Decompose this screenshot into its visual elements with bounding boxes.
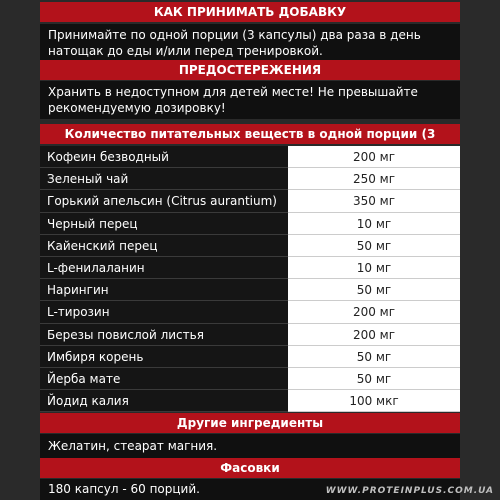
ingredient-name: L-тирозин	[40, 301, 288, 323]
ingredient-amount: 350 мг	[288, 190, 460, 212]
table-row	[40, 346, 460, 368]
ingredient-amount: 200 мг	[288, 146, 460, 168]
warnings-text: Хранить в недоступном для детей месте! Не превышайте рекомендуемую дозировку!	[40, 81, 460, 119]
ingredient-name: Нарингин	[40, 279, 288, 301]
ingredient-name: Черный перец	[40, 213, 288, 235]
nutrition-table	[40, 146, 460, 412]
table-row	[40, 257, 460, 279]
ingredient-amount: 50 мг	[288, 368, 460, 390]
ingredient-amount: 200 мг	[288, 301, 460, 323]
ingredient-amount: 10 мг	[288, 257, 460, 279]
how-to-take-text: Принимайте по одной порции (3 капсулы) два раза в день натощак до еды и/или перед тренировкой.	[40, 24, 460, 64]
packaging-text: 180 капсул - 60 порций.	[40, 479, 460, 500]
table-row	[40, 390, 460, 412]
table-row	[40, 235, 460, 257]
ingredient-amount: 250 мг	[288, 168, 460, 190]
ingredient-name: Березы повислой листья	[40, 324, 288, 346]
ingredient-name: Йодид калия	[40, 390, 288, 412]
ingredient-name: Зеленый чай	[40, 168, 288, 190]
ingredient-amount: 50 мг	[288, 346, 460, 368]
warnings-title: ПРЕДОСТЕРЕЖЕНИЯ	[40, 60, 460, 80]
ingredient-name: Имбиря корень	[40, 346, 288, 368]
table-row	[40, 368, 460, 390]
ingredient-name: Горький апельсин (Citrus aurantium)	[40, 190, 288, 212]
ingredient-amount: 10 мг	[288, 213, 460, 235]
nutrition-table-title: Количество питательных веществ в одной порции (3	[40, 124, 460, 144]
ingredient-amount: 50 мг	[288, 235, 460, 257]
table-row	[40, 301, 460, 323]
ingredient-amount: 200 мг	[288, 324, 460, 346]
watermark: WWW.PROTEINPLUS.COM.UA	[325, 486, 494, 496]
packaging-title: Фасовки	[40, 458, 460, 478]
how-to-take-title: КАК ПРИНИМАТЬ ДОБАВКУ	[40, 2, 460, 22]
ingredient-name: L-фенилаланин	[40, 257, 288, 279]
table-row	[40, 146, 460, 168]
other-ingredients-text: Желатин, стеарат магния.	[40, 434, 460, 458]
table-row	[40, 168, 460, 190]
other-ingredients-title: Другие ингредиенты	[40, 413, 460, 433]
ingredient-amount: 50 мг	[288, 279, 460, 301]
ingredient-name: Йерба мате	[40, 368, 288, 390]
ingredient-name: Кайенский перец	[40, 235, 288, 257]
table-row	[40, 279, 460, 301]
ingredient-amount: 100 мкг	[288, 390, 460, 412]
table-row	[40, 213, 460, 235]
table-row	[40, 190, 460, 212]
ingredient-name: Кофеин безводный	[40, 146, 288, 168]
table-row	[40, 324, 460, 346]
